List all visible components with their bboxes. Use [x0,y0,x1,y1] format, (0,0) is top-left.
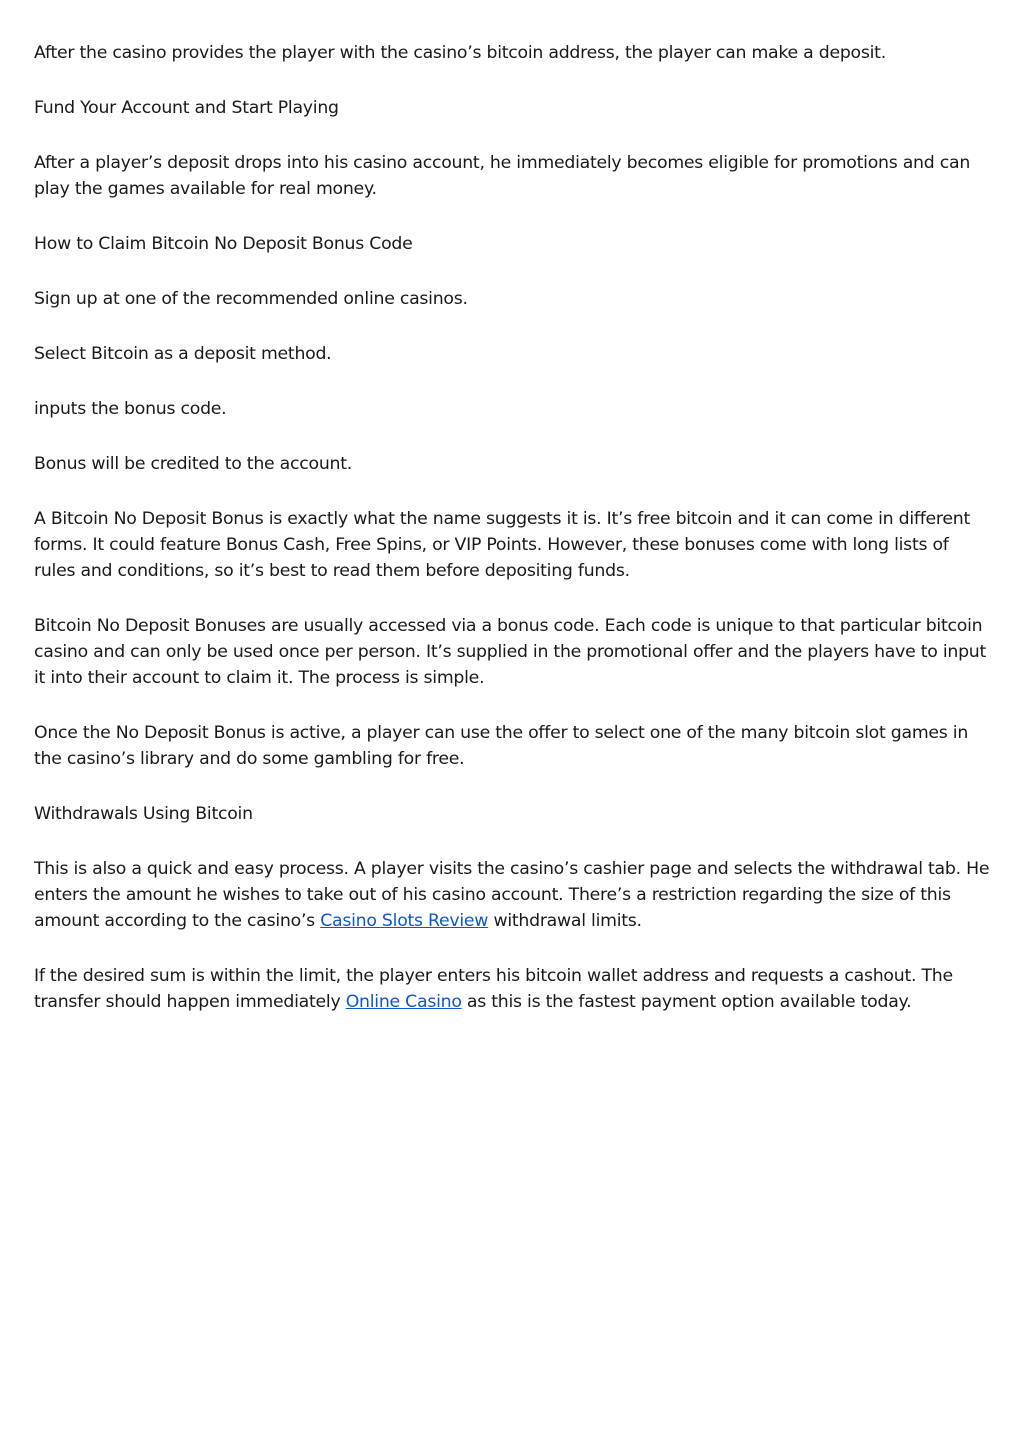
heading-fund-account: Fund Your Account and Start Playing [34,98,339,118]
document-body [34,40,994,1044]
online-casino-link[interactable]: Online Casino [345,992,462,1012]
withdrawal-text-before: This is also a quick and easy process. A player visits the casino’s cashier page and selects the withdrawal tab. He enters the amount he wishes to take out of his casino account. There’s a restriction regarding the size of this amount according to the casino’s [34,859,990,931]
casino-slots-review-link[interactable]: Casino Slots Review [320,911,489,931]
paragraph-bonus-explained: A Bitcoin No Deposit Bonus is exactly what the name suggests it is. It’s free bitcoin and it can come in different forms. It could feature Bonus Cash, Free Spins, or VIP Points. However, these bonuses come with long lists of rules and conditions, so it’s best to read them before depositing funds. [34,509,971,581]
paragraph-bonus-codes: Bitcoin No Deposit Bonuses are usually accessed via a bonus code. Each code is unique to that particular bitcoin casino and can only be used once per person. It’s supplied in the promotional offer and the players have to input it into their account to claim it. The process is simple. [34,616,987,688]
step-bonus-credited: Bonus will be credited to the account. [34,454,352,474]
paragraph-cashout [34,963,994,1015]
step-input-code: inputs the bonus code. [34,399,227,419]
paragraph-deposit-intro: After the casino provides the player with the casino’s bitcoin address, the player can make a deposit. [34,43,886,63]
heading-claim-bonus: How to Claim Bitcoin No Deposit Bonus Code [34,234,413,254]
withdrawal-text-after: withdrawal limits. [488,911,642,931]
paragraph-deposit-eligibility: After a player’s deposit drops into his casino account, he immediately becomes eligible for promotions and can play the games available for real money. [34,153,971,199]
step-select-bitcoin: Select Bitcoin as a deposit method. [34,344,332,364]
paragraph-withdrawal-process [34,856,994,934]
heading-withdrawals: Withdrawals Using Bitcoin [34,804,253,824]
cashout-text-before: If the desired sum is within the limit, the player enters his bitcoin wallet address and requests a cashout. The transfer should happen immediately [34,966,953,1012]
cashout-text-after: as this is the fastest payment option available today. [461,992,912,1012]
step-sign-up: Sign up at one of the recommended online casinos. [34,289,468,309]
paragraph-bonus-active: Once the No Deposit Bonus is active, a player can use the offer to select one of the many bitcoin slot games in the casino’s library and do some gambling for free. [34,723,969,769]
